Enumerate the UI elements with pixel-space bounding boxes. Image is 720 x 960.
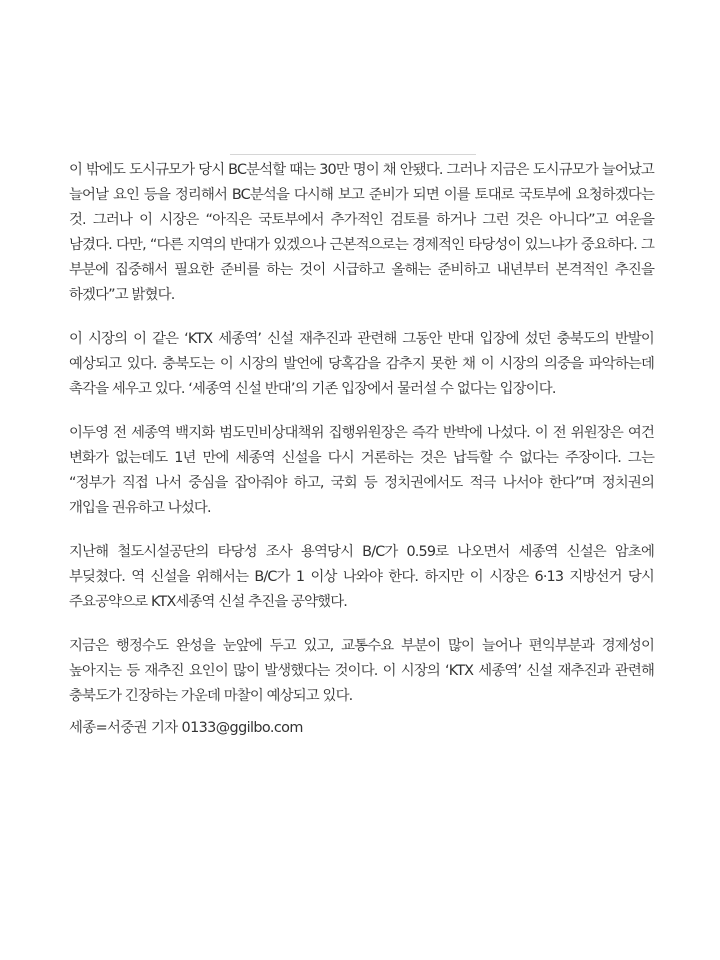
paragraph-3: 이두영 전 세종역 백지화 범도민비상대책위 집행위원장은 즉각 반박에 나섰다. 이 전 위원장은 여건 변화가 없는데도 1년 만에 세종역 신설을 다시 거론하는 것은 납득할 수 없다는 주장이다. 그는 “정부가 직접 나서 중심을 잡아줘야 하고, 국회 등 정치권에서도 적극 나서야 한다”며 정치권의 개입을 권유하고 나섰다. (69, 425, 654, 516)
article-body (69, 158, 654, 728)
paragraph-4: 지난해 철도시설공단의 타당성 조사 용역당시 B/C가 0.59로 나오면서 세종역 신설은 암초에 부딪쳤다. 역 신설을 위해서는 B/C가 1 이상 나와야 한다. 하지만 이 시장은 6·13 지방선거 당시 주요공약으로 KTX세종역 신설 추진을 공약했다. (69, 544, 654, 610)
byline: 세종=서중권 기자 0133@ggilbo.com (69, 720, 303, 736)
paragraph-1: 이 밖에도 도시규모가 당시 BC분석할 때는 30만 명이 채 안됐다. 그러나 지금은 도시규모가 늘어났고 늘어날 요인 등을 정리해서 BC분석을 다시해 보고 준비가 되면 이를 토대로 국토부에 요청하겠다는 것. 그러나 이 시장은 “아직은 국토부에서 추가적인 검토를 하거나 그런 것은 아니다”고 여운을 남겼다. 다만, “다른 지역의 반대가 있겠으나 근본적으로는 경제적인 타당성이 있느냐가 중요하다. 그 부분에 집중해서 필요한 준비를 하는 것이 시급하고 올해는 준비하고 내년부터 본격적인 추진을 하겠다”고 밝혔다. (69, 162, 654, 303)
paragraph-2: 이 시장의 이 같은 ‘KTX 세종역’ 신설 재추진과 관련해 그동안 반대 입장에 섰던 충북도의 반발이 예상되고 있다. 충북도는 이 시장의 발언에 당혹감을 감추지 못한 채 이 시장의 의중을 파악하는데 촉각을 세우고 있다. ‘세종역 신설 반대’의 기존 입장에서 물러설 수 없다는 입장이다. (69, 331, 654, 397)
section-divider (230, 154, 476, 155)
paragraph-5: 지금은 행정수도 완성을 눈앞에 두고 있고, 교통수요 부분이 많이 늘어나 편익부분과 경제성이 높아지는 등 재추진 요인이 많이 발생했다는 것이다. 이 시장의 ‘KTX 세종역’ 신설 재추진과 관련해 충북도가 긴장하는 가운데 마찰이 예상되고 있다. (69, 638, 654, 704)
